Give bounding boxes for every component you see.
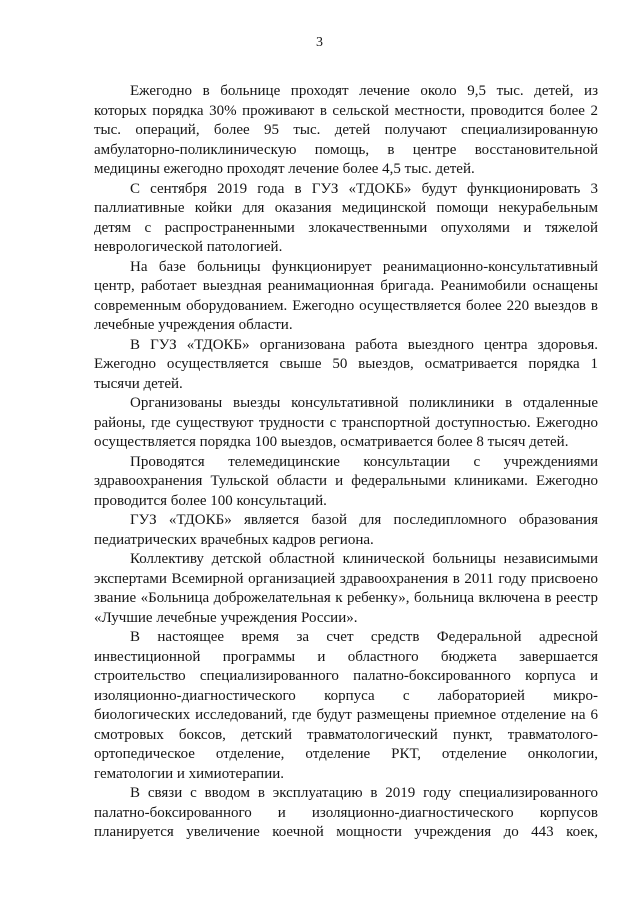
paragraph [94,453,598,512]
text-line: здравоохранения Тульской области и федеральными клиниками. Ежегодно [94,473,598,489]
text-line: В ГУЗ «ТДОКБ» организована работа выездного центра здоровья. [130,336,598,353]
text-line: Ежегодно в больнице проходят лечение около 9,5 тыс. детей, из [130,83,598,99]
text-line: центр, работает выездная реанимационная бригада. Реанимобили оснащены [94,278,598,294]
text-line: гематологии и химиотерапии. [94,765,285,782]
paragraph [94,550,598,628]
text-line: проводится более 100 консультаций. [94,492,327,509]
text-line: палатно-боксированного и изоляционно-диагностического корпусов [94,804,598,821]
text-line: тыс. операций, более 95 тыс. детей получают специализированную [94,122,598,138]
text-line: «Лучшие лечебные учреждения России». [94,609,358,626]
text-line: В настоящее время за счет средств Федеральной адресной [130,629,598,645]
text-line: которых порядка 30% проживают в сельской местности, проводится более 2 [94,102,598,119]
text-line: биологических исследований, где будут размещены приемное отделение на 6 [94,707,598,723]
text-line: звание «Больница доброжелательная к ребенку», больница включена в реестр [94,590,598,606]
text-line: тысячи детей. [94,375,183,392]
text-line: На базе больницы функционирует реанимационно-консультативный [130,258,598,275]
text-line: экспертами Всемирной организацией здравоохранения в 2011 году присвоено [94,570,598,587]
paragraph [94,258,598,336]
text-line: медицины ежегодно проходят лечение более 4,5 тыс. детей. [94,161,475,177]
text-line: районы, где существуют трудности с транспортной доступностью. Ежегодно [94,414,598,431]
text-line: Ежегодно осуществляется свыше 50 выездов, осматривается порядка 1 [94,356,598,372]
paragraph [94,628,598,784]
text-line: неврологической патологией. [94,239,283,255]
paragraph [94,394,598,453]
page-number: 3 [316,35,323,50]
paragraph [94,511,598,550]
text-line: ортопедическое отделение, отделение РКТ, отделение онкологии, [94,746,598,762]
text-line: современным оборудованием. Ежегодно осуществляется более 220 выездов в [94,297,598,314]
text-line: смотровых боксов, детский травматологический пункт, травматолого- [94,726,598,743]
text-line: детям с распространенными злокачественными опухолями и тяжелой [94,219,598,236]
text-line: амбулаторно-поликлиническую помощь, в центре восстановительной [94,141,598,158]
paragraph [94,784,598,843]
text-line: строительство специализированного палатно-боксированного корпуса и [94,668,598,684]
paragraph [94,82,598,180]
text-line: планируется увеличение коечной мощности учреждения до 443 коек, [94,824,598,840]
text-line: С сентября 2019 года в ГУЗ «ТДОКБ» будут функционировать 3 [130,180,598,197]
text-line: паллиативные койки для оказания медицинской помощи некурабельным [94,200,598,216]
text-line: лечебные учреждения области. [94,317,293,333]
paragraph [94,180,598,258]
paragraph [94,336,598,395]
text-line: осуществляется порядка 100 выездов, осматривается более 8 тысяч детей. [94,434,569,450]
text-line: Организованы выезды консультативной поликлиники в отдаленные [130,395,598,411]
text-line: ГУЗ «ТДОКБ» является базой для последипломного образования [130,512,598,528]
text-line: педиатрических врачебных кадров региона. [94,531,374,548]
text-line: В связи с вводом в эксплуатацию в 2019 году специализированного [130,785,598,801]
document-body [94,82,598,843]
text-line: Проводятся телемедицинские консультации с учреждениями [130,453,598,470]
text-line: Коллективу детской областной клинической больницы независимыми [130,551,598,567]
text-line: инвестиционной программы и областного бюджета завершается [94,648,598,665]
text-line: изоляционно-диагностического корпуса с лабораторией микро- [94,687,598,704]
